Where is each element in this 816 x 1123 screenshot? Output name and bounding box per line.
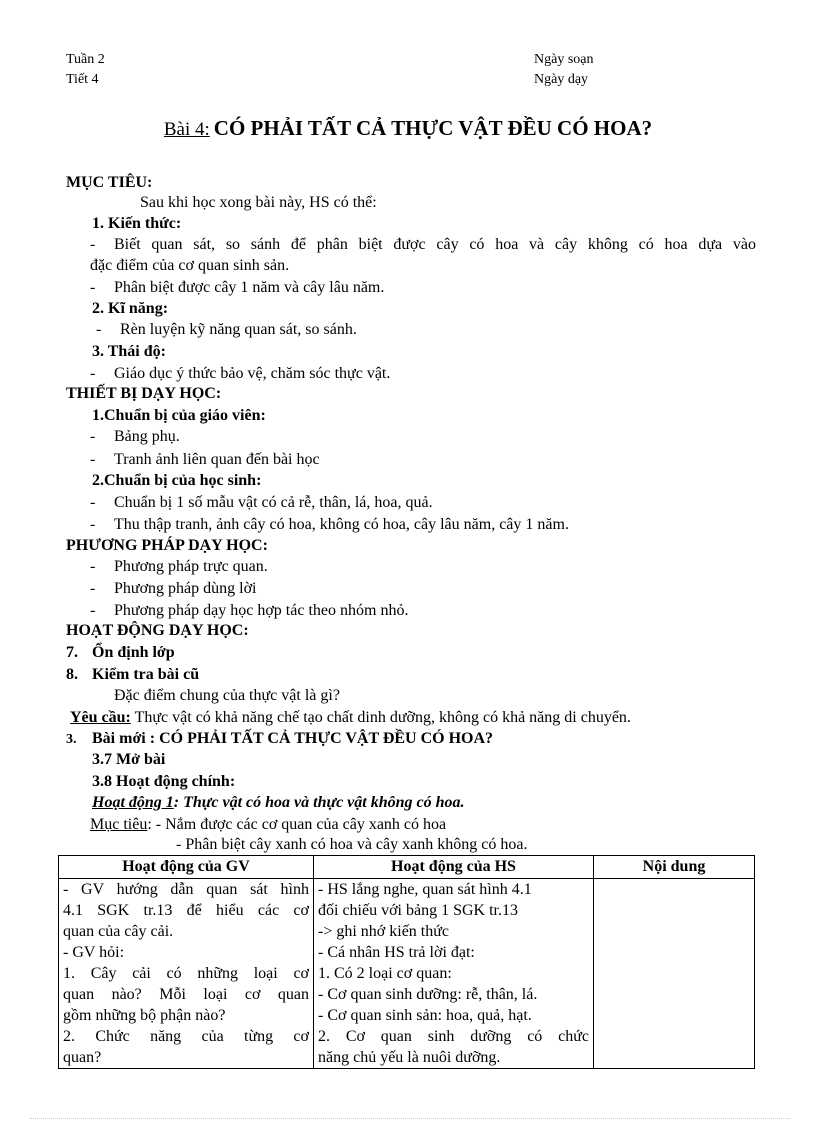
sub-step-intro: 3.7 Mở bài [92, 751, 166, 768]
activity-1-text: : Thực vật có hoa và thực vật không có hoa. [173, 794, 465, 811]
table-row [59, 879, 755, 1069]
goal-line [90, 816, 446, 834]
activity-1-title [92, 794, 465, 812]
cell-line: quan nào? Mỗi loại cơ quan [63, 986, 309, 1003]
goal-label: Mục tiêu [90, 816, 148, 833]
student-prep-heading: 2.Chuẩn bị của học sinh: [92, 472, 262, 489]
sub-step-main: 3.8 Hoạt động chính: [92, 773, 236, 790]
equipment-heading: THIẾT BỊ DẠY HỌC: [66, 385, 222, 402]
cell-line: quan của cây cải. [63, 923, 174, 940]
attitude-item: Giáo dục ý thức bảo vệ, chăm sóc thực vật. [114, 365, 391, 382]
bullet-dash: - [90, 236, 96, 253]
objectives-intro: Sau khi học xong bài này, HS có thể: [140, 194, 377, 211]
step-number: 7. [66, 644, 78, 661]
period-label: Tiết 4 [66, 72, 99, 87]
cell-line: đối chiếu với bảng 1 SGK tr.13 [318, 902, 518, 919]
requirement-line [70, 709, 631, 727]
table-header-row [59, 856, 755, 879]
student-prep-item: Chuẩn bị 1 số mẫu vật có cả rễ, thân, lá, hoa, quả. [114, 494, 433, 511]
methods-heading: PHƯƠNG PHÁP DẠY HỌC: [66, 537, 268, 554]
lesson-number: Bài 4: [163, 119, 210, 140]
cell-line: - GV hỏi: [63, 944, 125, 961]
method-item: Phương pháp trực quan. [114, 558, 268, 575]
bullet-dash: - [90, 451, 96, 468]
skills-item: Rèn luyện kỹ năng quan sát, so sánh. [120, 321, 357, 338]
step-number: 3. [66, 732, 77, 747]
knowledge-item-cont: đặc điểm của cơ quan sinh sản. [90, 257, 290, 274]
activity-1-label: Hoạt động 1 [92, 794, 174, 811]
cell-line: - Cơ quan sinh sản: hoa, quả, hạt. [318, 1007, 532, 1024]
page-bottom-divider [30, 1118, 790, 1119]
cell-line: - HS lắng nghe, quan sát hình 4.1 [318, 881, 532, 898]
bullet-dash: - [90, 558, 96, 575]
student-activity-cell [314, 879, 594, 1069]
requirement-text: Thực vật có khả năng chế tạo chất dinh dưỡng, không có khả năng di chuyển. [130, 709, 631, 726]
bullet-dash: - [90, 602, 96, 619]
activities-heading: HOẠT ĐỘNG DẠY HỌC: [66, 622, 249, 639]
cell-line: 1. Cây cải có những loại cơ [63, 965, 309, 982]
bullet-dash: - [90, 580, 96, 597]
header-student-activity: Hoạt động của HS [314, 856, 594, 879]
page-title [0, 116, 816, 141]
week-label: Tuần 2 [66, 52, 105, 67]
cell-line: gồm những bộ phận nào? [63, 1007, 226, 1024]
requirement-label: Yêu cầu: [70, 709, 131, 726]
cell-line: - Cơ quan sinh dưỡng: rễ, thân, lá. [318, 986, 538, 1003]
teacher-prep-heading: 1.Chuẩn bị của giáo viên: [92, 407, 266, 424]
header-content: Nội dung [594, 856, 755, 879]
step-number: 8. [66, 666, 78, 683]
cell-line: - GV hướng dẫn quan sát hình [63, 881, 309, 898]
bullet-dash: - [90, 365, 96, 382]
teach-date-label: Ngày dạy [534, 72, 589, 87]
content-cell [594, 879, 755, 1069]
student-prep-item: Thu thập tranh, ảnh cây có hoa, không có hoa, cây lâu năm, cây 1 năm. [114, 516, 569, 533]
review-question: Đặc điểm chung của thực vật là gì? [114, 687, 340, 704]
cell-line: năng chủ yếu là nuôi dưỡng. [318, 1049, 501, 1066]
attitude-heading: 3. Thái độ: [92, 343, 166, 360]
cell-line: quan? [63, 1049, 102, 1066]
prep-date-label: Ngày soạn [534, 52, 594, 67]
cell-line: 2. Cơ quan sinh dưỡng có chức [318, 1028, 589, 1045]
step-review: Kiểm tra bài cũ [92, 666, 200, 683]
activity-table [58, 855, 755, 1069]
cell-line: 4.1 SGK tr.13 để hiểu các cơ [63, 902, 309, 919]
header-teacher-activity: Hoạt động của GV [59, 856, 314, 879]
cell-line: - Cá nhân HS trả lời đạt: [318, 944, 475, 961]
knowledge-item: Biết quan sát, so sánh để phân biệt được cây có hoa và cây không có hoa dựa vào [114, 236, 756, 253]
step-new-lesson: Bài mới : CÓ PHẢI TẤT CẢ THỰC VẬT ĐỀU CÓ HOA? [92, 730, 494, 747]
step-stabilize-class: Ổn định lớp [92, 644, 175, 661]
bullet-dash: - [90, 279, 96, 296]
knowledge-heading: 1. Kiến thức: [92, 215, 182, 232]
teacher-prep-item: Tranh ảnh liên quan đến bài học [114, 451, 320, 468]
goal-item: - Phân biệt cây xanh có hoa và cây xanh không có hoa. [176, 836, 528, 853]
objectives-heading: MỤC TIÊU: [66, 174, 153, 191]
bullet-dash: - [90, 428, 96, 445]
cell-line: 2. Chức năng của từng cơ [63, 1028, 309, 1045]
skills-heading: 2. Kĩ năng: [92, 300, 169, 317]
goal-item: : - Nắm được các cơ quan của cây xanh có hoa [147, 816, 447, 833]
knowledge-item: Phân biệt được cây 1 năm và cây lâu năm. [114, 279, 385, 296]
cell-line: -> ghi nhớ kiến thức [318, 923, 450, 940]
bullet-dash: - [90, 494, 96, 511]
teacher-activity-cell [59, 879, 314, 1069]
method-item: Phương pháp dùng lời [114, 580, 257, 597]
teacher-prep-item: Bảng phụ. [114, 428, 180, 445]
method-item: Phương pháp dạy học hợp tác theo nhóm nhỏ. [114, 602, 409, 619]
bullet-dash: - [96, 321, 102, 338]
bullet-dash: - [90, 516, 96, 533]
lesson-title: CÓ PHẢI TẤT CẢ THỰC VẬT ĐỀU CÓ HOA? [213, 116, 653, 140]
cell-line: 1. Có 2 loại cơ quan: [318, 965, 452, 982]
